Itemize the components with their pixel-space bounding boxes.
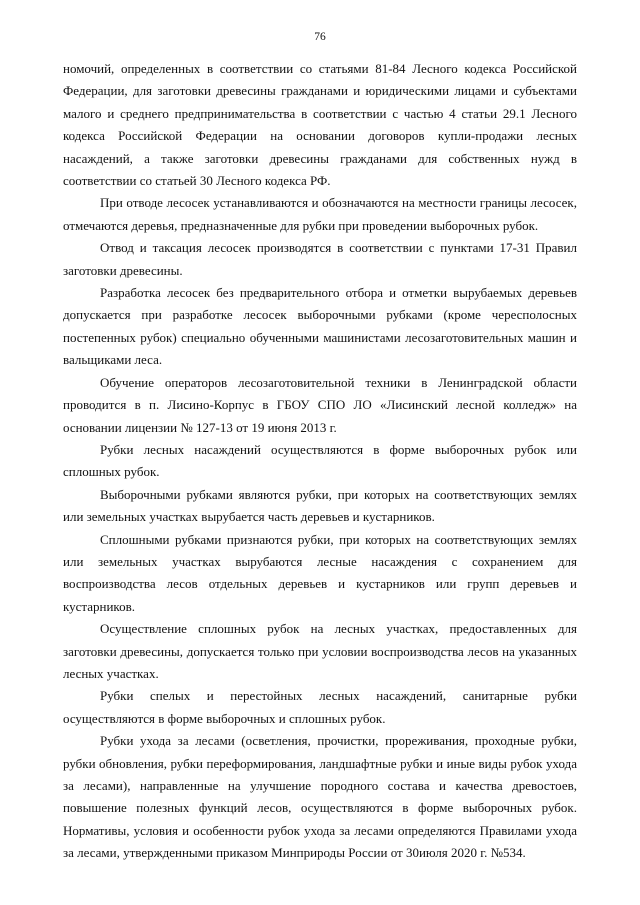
paragraph-continuation: номочий, определенных в соответствии со статьями 81-84 Лесного кодекса Российской Федерации, для заготовки древесины гражданами и юридическими лицами и субъектами малого и среднего предпринимательства в соответствии с частью 4 статьи 29.1 Лесного кодекса Российской Федерации на основании договоров купли-продажи лесных насаждений, а также заготовки древесины гражданами для собственных нужд в соответствии со статьей 30 Лесного кодекса РФ. [63, 61, 577, 189]
paragraph-clear-cutting-conditions: Осуществление сплошных рубок на лесных участках, предоставленных для заготовки древесины, допускается только при условии воспроизводства лесов на указанных лесных участках. [63, 621, 577, 681]
paragraph-clear-cutting: Сплошными рубками признаются рубки, при которых на соответствующих землях или земельных участках вырубаются лесные насаждения с сохранением для воспроизводства лесов отдельных деревьев и кустарников или групп деревьев и кустарников. [63, 531, 577, 614]
paragraph-care-cutting: Рубки ухода за лесами (осветления, прочистки, прореживания, проходные рубки, рубки обновления, рубки переформирования, ландшафтные рубки и иные виды рубок ухода за лесами), направленные на улучшение породного состава и качества древостоев, повышение полезных функций лесов, осуществляются в форме выборочных рубок. Нормативы, условия и особенности рубок ухода за лесами определяются Правилами ухода за лесами, утвержденными приказом Минприроды России от 30июля 2020 г. №534. [63, 733, 577, 861]
document-body [63, 58, 577, 865]
page-number: 76 [314, 31, 326, 43]
paragraph-selective-cutting: Выборочными рубками являются рубки, при которых на соответствующих землях или земельных участках вырубается часть деревьев и кустарников. [63, 486, 577, 525]
paragraph-allotment-boundaries: При отводе лесосек устанавливаются и обозначаются на местности границы лесосек, отмечаются деревья, предназначенные для рубки при проведении выборочных рубок. [63, 195, 577, 233]
paragraph-allotment-taxation: Отвод и таксация лесосек производятся в соответствии с пунктами 17-31 Правил заготовки древесины. [63, 240, 577, 278]
paragraph-development-without-marking: Разработка лесосек без предварительного отбора и отметки вырубаемых деревьев допускается при разработке лесосек выборочными рубками (кроме чересполосных постепенных рубок) специально обученными машинистами лесозаготовительных машин и вальщиками леса. [63, 285, 577, 368]
paragraph-cutting-forms: Рубки лесных насаждений осуществляются в форме выборочных рубок или сплошных рубок. [63, 441, 577, 480]
paragraph-mature-sanitary-cutting: Рубки спелых и перестойных лесных насаждений, санитарные рубки осуществляются в форме выборочных и сплошных рубок. [63, 688, 577, 726]
paragraph-operator-training: Обучение операторов лесозаготовительной техники в Ленинградской области проводится в п. Лисино-Корпус в ГБОУ СПО ЛО «Лисинский лесной колледж» на основании лицензии № 127-13 от 19 июня 2013 г. [63, 374, 577, 435]
